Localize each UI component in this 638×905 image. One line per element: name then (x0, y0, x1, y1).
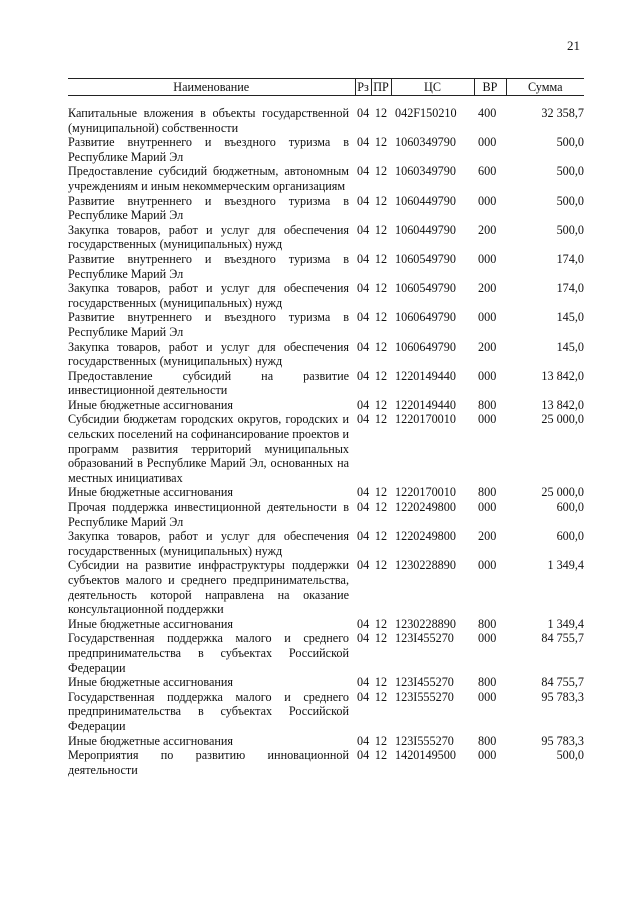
page-number: 21 (567, 38, 580, 53)
cell-sum: 600,0 (556, 500, 584, 515)
cell-sum: 84 755,7 (541, 631, 584, 646)
table-row (68, 164, 584, 193)
cell-pr: 12 (374, 164, 388, 179)
cell-name: Иные бюджетные ассигнования (68, 485, 234, 500)
cell-vr: 000 (478, 193, 497, 208)
cell-sum: 500,0 (556, 222, 584, 237)
cell-cs: 123I555270 (395, 733, 454, 748)
cell-pr: 12 (374, 689, 388, 704)
cell-rz: 04 (357, 251, 370, 266)
cell-rz: 04 (357, 500, 370, 515)
cell-vr: 200 (478, 529, 497, 544)
header-name: Наименование (68, 79, 355, 96)
cell-rz: 04 (357, 339, 370, 354)
cell-vr: 000 (478, 412, 497, 427)
cell-cs: 1220249800 (395, 500, 456, 515)
cell-cs: 1060449790 (395, 193, 456, 208)
cell-pr: 12 (374, 631, 388, 646)
cell-cs: 1060649790 (395, 339, 456, 354)
cell-rz: 04 (357, 135, 370, 150)
cell-name: Иные бюджетные ассигнования (68, 675, 234, 690)
cell-name: Капитальные вложения в объекты государственной (муниципальной) собственности (68, 106, 349, 135)
table-row (68, 529, 584, 558)
cell-cs: 123I455270 (395, 675, 454, 690)
cell-name: Иные бюджетные ассигнования (68, 397, 234, 412)
cell-pr: 12 (374, 310, 388, 325)
cell-vr: 200 (478, 281, 497, 296)
table-row (68, 369, 584, 398)
cell-vr: 000 (478, 558, 497, 573)
cell-sum: 25 000,0 (541, 412, 584, 427)
table-row (68, 194, 584, 223)
cell-pr: 12 (374, 106, 388, 120)
cell-vr: 800 (478, 485, 497, 500)
cell-sum: 500,0 (556, 164, 584, 179)
cell-cs: 1220149440 (395, 397, 456, 412)
table-row (68, 690, 584, 734)
table-row (68, 500, 584, 529)
cell-cs: 1420149500 (395, 748, 456, 763)
header-vr: ВР (474, 79, 506, 96)
cell-vr: 600 (478, 164, 497, 179)
cell-rz: 04 (357, 397, 370, 412)
cell-vr: 000 (478, 251, 497, 266)
table-header (68, 79, 584, 96)
cell-pr: 12 (374, 251, 388, 266)
cell-rz: 04 (357, 106, 370, 120)
cell-sum: 174,0 (556, 251, 584, 266)
cell-rz: 04 (357, 310, 370, 325)
cell-rz: 04 (357, 733, 370, 748)
table-row (68, 485, 584, 500)
table-row (68, 631, 584, 675)
cell-rz: 04 (357, 616, 370, 631)
cell-name: Государственная поддержка малого и среднего предпринимательства в субъектах Российской Федерации (68, 631, 349, 675)
cell-pr: 12 (374, 529, 388, 544)
table-row (68, 398, 584, 413)
cell-vr: 800 (478, 675, 497, 690)
cell-name: Закупка товаров, работ и услуг для обеспечения государственных (муниципальных) нужд (68, 529, 349, 558)
table-row (68, 310, 584, 339)
table-row (68, 748, 584, 777)
cell-pr: 12 (374, 222, 388, 237)
cell-rz: 04 (357, 558, 370, 573)
table-row (68, 223, 584, 252)
table-row (68, 106, 584, 135)
cell-rz: 04 (357, 748, 370, 763)
table-body (68, 96, 584, 778)
cell-vr: 200 (478, 222, 497, 237)
cell-cs: 1060349790 (395, 164, 456, 179)
cell-name: Прочая поддержка инвестиционной деятельности в Республике Марий Эл (68, 500, 349, 529)
cell-sum: 500,0 (556, 135, 584, 150)
cell-rz: 04 (357, 631, 370, 646)
cell-sum: 1 349,4 (547, 616, 584, 631)
cell-rz: 04 (357, 222, 370, 237)
cell-cs: 1060549790 (395, 281, 456, 296)
cell-cs: 1220149440 (395, 368, 456, 383)
table-row (68, 340, 584, 369)
cell-name: Закупка товаров, работ и услуг для обеспечения государственных (муниципальных) нужд (68, 339, 349, 369)
cell-name: Мероприятия по развитию инновационной деятельности (68, 748, 349, 777)
cell-sum: 32 358,7 (541, 106, 584, 120)
cell-name: Закупка товаров, работ и услуг для обеспечения государственных (муниципальных) нужд (68, 222, 349, 252)
table-row (68, 558, 584, 616)
cell-pr: 12 (374, 500, 388, 515)
cell-cs: 1230228890 (395, 616, 456, 631)
table-row (68, 734, 584, 749)
table-row (68, 675, 584, 690)
cell-name: Субсидии бюджетам городских округов, городских и сельских поселений на софинансирование проектов и программ развития территорий муниципальных образований в Республике Марий Эл, основанных на местных инициативах (68, 412, 349, 485)
cell-pr: 12 (374, 135, 388, 150)
cell-name: Развитие внутреннего и въездного туризма в Республике Марий Эл (68, 135, 349, 164)
cell-rz: 04 (357, 193, 370, 208)
cell-name: Иные бюджетные ассигнования (68, 616, 234, 631)
cell-pr: 12 (374, 558, 388, 573)
cell-vr: 000 (478, 631, 497, 646)
cell-vr: 000 (478, 368, 497, 383)
cell-cs: 123I455270 (395, 631, 454, 646)
cell-pr: 12 (374, 281, 388, 296)
cell-vr: 000 (478, 310, 497, 325)
cell-rz: 04 (357, 675, 370, 690)
cell-rz: 04 (357, 164, 370, 179)
cell-rz: 04 (357, 529, 370, 544)
table-row (68, 252, 584, 281)
cell-rz: 04 (357, 485, 370, 500)
cell-name: Иные бюджетные ассигнования (68, 733, 234, 748)
cell-pr: 12 (374, 193, 388, 208)
cell-vr: 800 (478, 616, 497, 631)
header-sum: Сумма (506, 79, 584, 96)
cell-sum: 13 842,0 (541, 397, 584, 412)
table-row (68, 412, 584, 485)
header-pr: ПР (371, 79, 391, 96)
budget-table (68, 78, 584, 777)
cell-cs: 1220249800 (395, 529, 456, 544)
cell-vr: 000 (478, 748, 497, 763)
cell-sum: 500,0 (556, 193, 584, 208)
cell-vr: 400 (478, 106, 497, 120)
cell-cs: 1060549790 (395, 251, 456, 266)
cell-cs: 1230228890 (395, 558, 456, 573)
cell-vr: 000 (478, 135, 497, 150)
cell-pr: 12 (374, 397, 388, 412)
cell-vr: 200 (478, 339, 497, 354)
cell-name: Развитие внутреннего и въездного туризма в Республике Марий Эл (68, 251, 349, 281)
header-rz: Рз (355, 79, 371, 96)
cell-pr: 12 (374, 368, 388, 383)
table-row (68, 135, 584, 164)
cell-pr: 12 (374, 412, 388, 427)
cell-sum: 95 783,3 (541, 733, 584, 748)
cell-cs: 123I555270 (395, 689, 454, 704)
cell-rz: 04 (357, 412, 370, 427)
cell-name: Развитие внутреннего и въездного туризма в Республике Марий Эл (68, 193, 349, 223)
cell-vr: 000 (478, 500, 497, 515)
cell-cs: 1220170010 (395, 485, 456, 500)
cell-cs: 042F150210 (395, 106, 457, 120)
cell-vr: 800 (478, 397, 497, 412)
cell-sum: 84 755,7 (541, 675, 584, 690)
cell-rz: 04 (357, 689, 370, 704)
cell-pr: 12 (374, 339, 388, 354)
cell-name: Субсидии на развитие инфраструктуры поддержки субъектов малого и среднего предпринимательства, деятельность которой направлена на оказание консультационной поддержки (68, 558, 349, 617)
cell-sum: 95 783,3 (541, 689, 584, 704)
cell-sum: 1 349,4 (547, 558, 584, 573)
table-row (68, 281, 584, 310)
cell-rz: 04 (357, 368, 370, 383)
cell-vr: 000 (478, 689, 497, 704)
cell-sum: 25 000,0 (541, 485, 584, 500)
cell-pr: 12 (374, 748, 388, 763)
cell-name: Предоставление субсидий на развитие инвестиционной деятельности (68, 368, 349, 398)
cell-cs: 1060349790 (395, 135, 456, 150)
header-cs: ЦС (391, 79, 474, 96)
cell-sum: 500,0 (556, 748, 584, 763)
cell-sum: 145,0 (556, 339, 584, 354)
cell-vr: 800 (478, 733, 497, 748)
cell-name: Государственная поддержка малого и среднего предпринимательства в субъектах Российской Федерации (68, 689, 349, 733)
cell-sum: 13 842,0 (541, 368, 584, 383)
cell-rz: 04 (357, 281, 370, 296)
cell-pr: 12 (374, 675, 388, 690)
cell-name: Развитие внутреннего и въездного туризма в Республике Марий Эл (68, 310, 349, 339)
table-row (68, 617, 584, 632)
cell-name: Предоставление субсидий бюджетным, автономным учреждениям и иным некоммерческим организациям (68, 164, 349, 193)
cell-sum: 174,0 (556, 281, 584, 296)
cell-cs: 1060449790 (395, 222, 456, 237)
cell-sum: 145,0 (556, 310, 584, 325)
cell-cs: 1060649790 (395, 310, 456, 325)
cell-pr: 12 (374, 485, 388, 500)
cell-pr: 12 (374, 733, 388, 748)
cell-name: Закупка товаров, работ и услуг для обеспечения государственных (муниципальных) нужд (68, 281, 349, 310)
cell-pr: 12 (374, 616, 388, 631)
cell-sum: 600,0 (556, 529, 584, 544)
cell-cs: 1220170010 (395, 412, 456, 427)
